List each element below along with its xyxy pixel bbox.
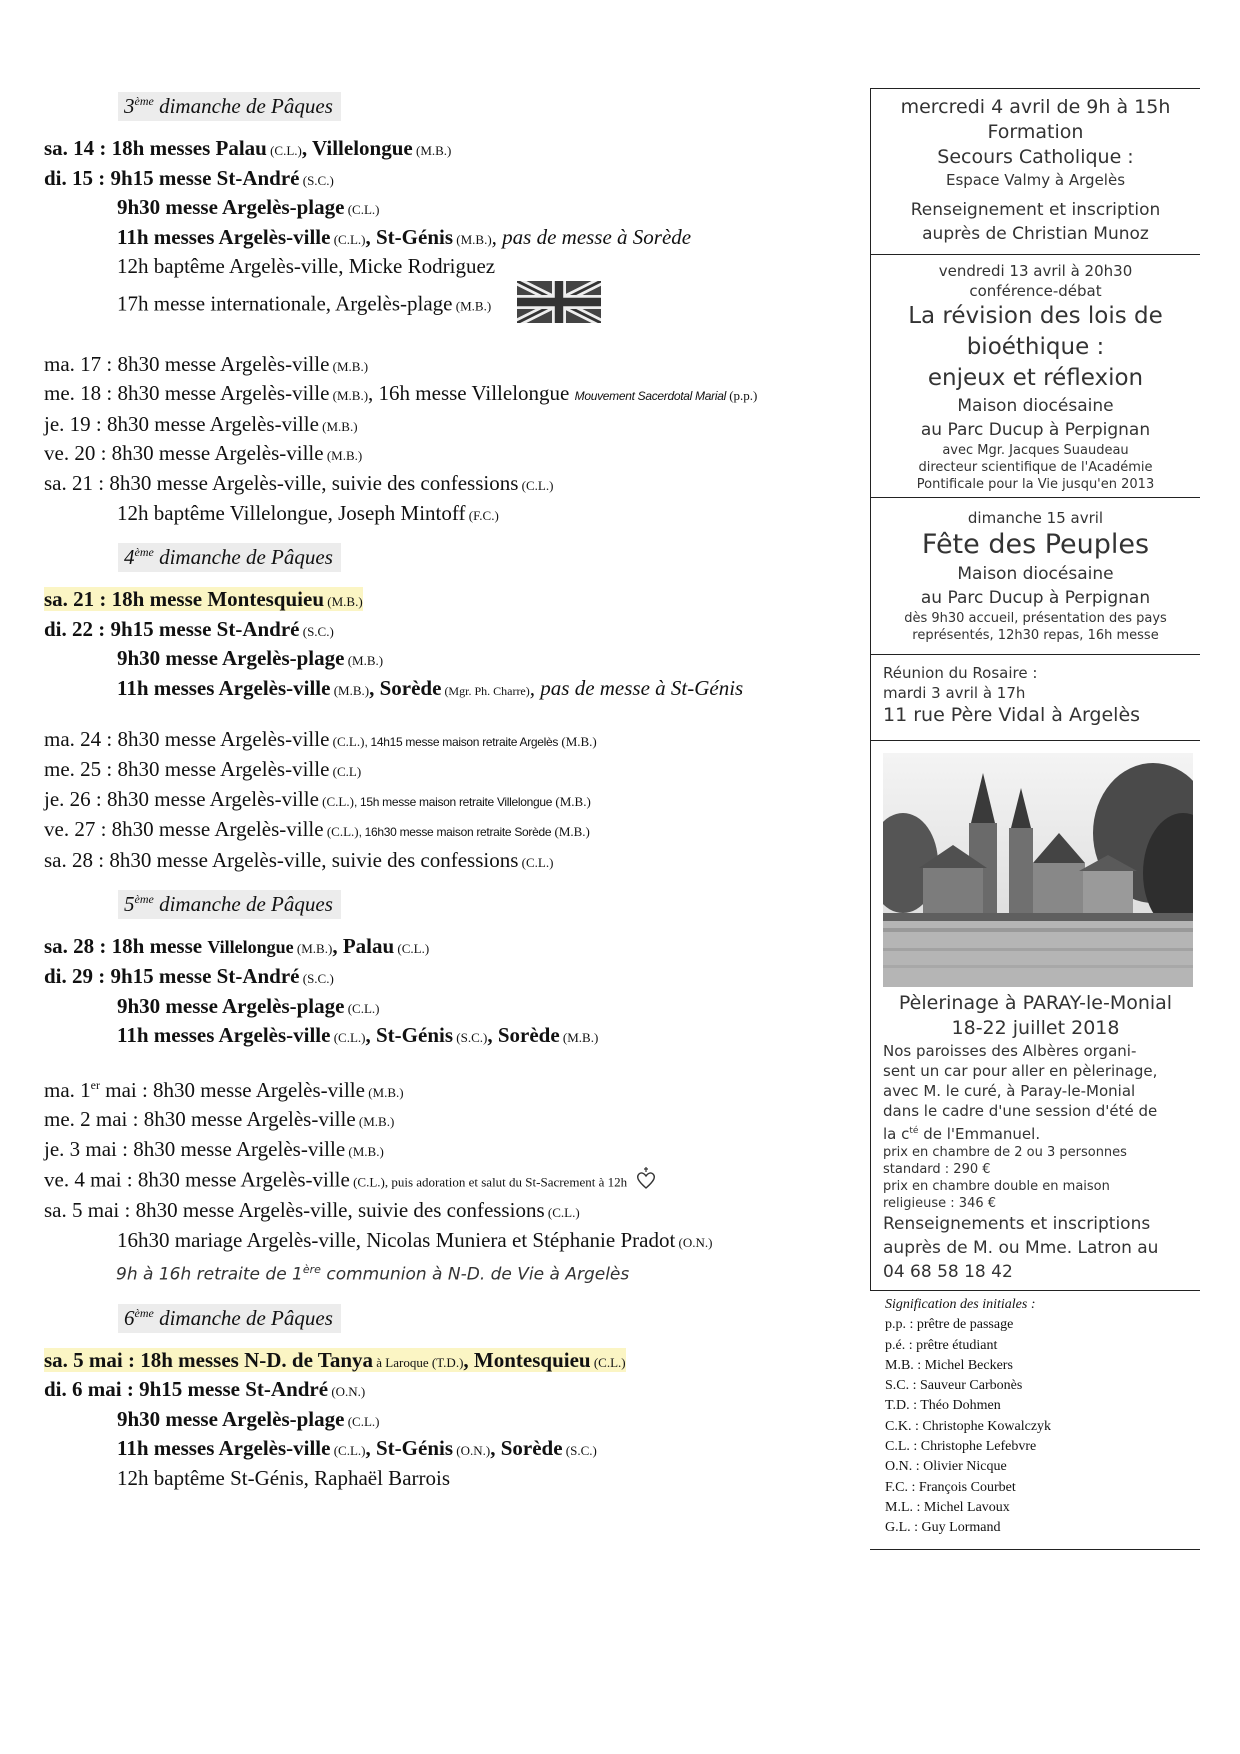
week3-weekday-wed: [44, 380, 864, 411]
week3-sunday-ville: [44, 224, 864, 254]
week4-sunday-ville: [44, 675, 864, 706]
week3-heading: [118, 92, 341, 121]
week5-mariage: [44, 1227, 864, 1257]
legend-item: O.N. : Olivier Nicque: [885, 1459, 1007, 1475]
heading-text: dimanche de Pâques: [153, 545, 333, 570]
mass-text: 16h30 mariage Argelès-ville, Nicolas Muniera et Stéphanie Pradot: [117, 1227, 676, 1252]
celebrant-note: (M.B.): [345, 1144, 384, 1160]
celebrant-note: (O.N.): [328, 1384, 366, 1400]
celebrant-note: (M.B.): [293, 941, 333, 957]
pilgrimage-text: sent un car pour aller en pèlerinage,: [883, 1062, 1158, 1080]
celebrant-note: (M.B.): [330, 682, 370, 698]
legend-item: p.p. : prêtre de passage: [885, 1317, 1014, 1333]
legend-item: p.é. : prêtre étudiant: [885, 1337, 998, 1353]
celebrant-note: (C.L.): [330, 1443, 366, 1459]
place: , Palau: [332, 934, 395, 959]
mass-text: 12h baptême Villelongue, Joseph Mintoff: [117, 500, 466, 525]
week6-bapteme: 12h baptême St-Génis, Raphaël Barrois: [117, 1466, 451, 1491]
event-location: Maison diocésaine: [957, 564, 1114, 584]
mass-text: sa. 21 : 18h messe Montesquieu: [44, 587, 325, 612]
day-sup: er: [90, 1077, 100, 1092]
week5-weekday-tue: [44, 1072, 864, 1107]
day-label: di. 15 : 9h15 messe St-André: [44, 165, 300, 190]
mass-text: 17h messe internationale, Argelès-plage: [117, 291, 453, 316]
celebrant-note: (C.L.): [266, 143, 302, 158]
pilgrimage-contact: auprès de M. ou Mme. Latron au: [883, 1238, 1159, 1258]
legend-item: T.D. : Théo Dohmen: [885, 1398, 1001, 1414]
celebrant-note: (C.L): [329, 764, 362, 780]
mass-text: ve. 20 : 8h30 messe Argelès-ville: [44, 441, 324, 466]
heading-number: 6: [124, 1305, 135, 1330]
celebrant-note: (C.L.): [329, 733, 365, 749]
week3-sunday-plage: [44, 194, 864, 224]
mass-text: , Sorède: [490, 1436, 563, 1461]
event-date: dimanche 15 avril: [967, 509, 1104, 527]
place: Villelongue: [207, 937, 294, 958]
pilgrimage-price: standard : 290 €: [883, 1162, 991, 1177]
week5-sunday: [44, 963, 864, 993]
celebrant-note: (C.L.): [544, 1205, 580, 1221]
event-info: Renseignement et inscription: [910, 200, 1161, 220]
mass-text: , 16h messe Villelongue: [368, 381, 575, 406]
celebrant-note: (M.B.): [324, 594, 363, 610]
event-program: dès 9h30 accueil, présentation des pays: [904, 611, 1167, 626]
mass-remark: , pas de messe à St-Génis: [529, 675, 744, 700]
event-location: au Parc Ducup à Perpignan: [920, 588, 1151, 608]
mass-text: di. 22 : 9h15 messe St-André: [44, 616, 300, 641]
legend-item: F.C. : François Courbet: [885, 1479, 1016, 1495]
week4-sunday-plage: [44, 645, 864, 675]
day-label: sa. 5 mai : 18h messes N-D. de Tanya: [44, 1347, 374, 1372]
event-speaker-title: directeur scientifique de l'Académie: [918, 460, 1153, 475]
mass-text: ma. 17 : 8h30 messe Argelès-ville: [44, 351, 330, 376]
celebrant-note: (S.C.): [562, 1443, 597, 1459]
mass-text: ma. 24 : 8h30 messe Argelès-ville: [44, 726, 330, 751]
week4-weekday-tue: [44, 726, 864, 757]
celebrant-note: (F.C.): [465, 507, 499, 523]
initials-legend: [870, 1291, 1200, 1550]
celebrant-note: (C.L.): [330, 1030, 366, 1046]
event-subtitle: enjeux et réflexion: [927, 365, 1144, 391]
mass-text: je. 26 : 8h30 messe Argelès-ville: [44, 786, 319, 811]
celebrant-note: (C.L.): [518, 854, 554, 870]
celebrant-note: (M.B.): [453, 231, 492, 247]
celebrant-note: (C.L.): [590, 1354, 626, 1370]
celebrant-note: (M.B.): [551, 824, 590, 840]
event-date: mardi 3 avril à 17h: [883, 684, 1026, 702]
pelerinage-box: [870, 740, 1200, 1291]
place: , Montesquieu: [463, 1347, 591, 1372]
pilgrimage-text-part: de l'Emmanuel.: [918, 1125, 1041, 1143]
mass-text: 9h30 messe Argelès-plage: [117, 1406, 345, 1431]
day-label: sa. 28 : 18h messe: [44, 934, 208, 959]
week5-weekday-thu: [44, 1136, 864, 1166]
pilgrimage-text: dans le cadre d'une session d'été de: [883, 1102, 1158, 1120]
celebrant-note: (S.C.): [299, 623, 334, 639]
week5-section: [44, 890, 864, 1289]
mass-text: 11h messes Argelès-ville: [117, 1023, 331, 1048]
handwritten-sup: ère: [302, 1263, 321, 1277]
handwritten-text: communion à N-D. de Vie à Argelès: [320, 1265, 630, 1286]
retirement-home-mass: , 15h messe maison retraite Villelongue: [353, 794, 553, 809]
legend-title: Signification des initiales :: [885, 1297, 1036, 1312]
heading-text: dimanche de Pâques: [153, 1305, 333, 1330]
week3-bapteme: 12h baptême Argelès-ville, Micke Rodriguez: [117, 254, 496, 279]
week5-sunday-ville: [44, 1022, 864, 1052]
week5-saturday: [44, 933, 864, 963]
celebrant-note: (C.L.): [330, 231, 366, 247]
pilgrimage-phone: 04 68 58 18 42: [883, 1262, 1013, 1282]
celebrant-note: (C.L.): [323, 824, 359, 840]
mass-text: , Sorède: [369, 675, 442, 700]
celebrant-note: (M.B.): [329, 358, 369, 374]
legend-item: G.L. : Guy Lormand: [885, 1520, 1001, 1536]
mass-text: me. 18 : 8h30 messe Argelès-ville: [44, 381, 330, 406]
week5-heading: [118, 890, 341, 919]
mass-text: je. 3 mai : 8h30 messe Argelès-ville: [44, 1137, 346, 1162]
week6-saturday: [44, 1347, 864, 1377]
celebrant-note: (M.B.): [355, 1114, 395, 1130]
celebrant-note: (C.L.): [344, 202, 380, 218]
week3-international-mass: [44, 281, 864, 331]
mass-text: sa. 21 : 8h30 messe Argelès-ville, suivie des confessions: [44, 470, 519, 495]
mass-text: 9h30 messe Argelès-plage: [117, 993, 345, 1018]
retirement-home-mass: , 14h15 messe maison retraite Argelès: [364, 734, 559, 749]
fete-peuples-box: [870, 497, 1200, 654]
sacred-heart-icon: [635, 1166, 657, 1198]
celebrant-note: (C.L.): [518, 477, 554, 493]
week6-heading: [118, 1304, 341, 1333]
pilgrimage-price: prix en chambre de 2 ou 3 personnes: [883, 1145, 1127, 1160]
conference-box: [870, 254, 1200, 497]
pilgrimage-text: avec M. le curé, à Paray-le-Monial: [883, 1082, 1136, 1100]
week3-saturday: [44, 135, 864, 165]
celebrant-note: (O.N.): [453, 1443, 491, 1459]
adoration-note: , puis adoration et salut du St-Sacrement à 12h: [384, 1174, 628, 1190]
celebrant-note: (C.L.): [394, 941, 430, 957]
mass-text: me. 25 : 8h30 messe Argelès-ville: [44, 757, 330, 782]
pilgrimage-sup: té: [909, 1126, 919, 1136]
week4-weekday-wed: [44, 756, 864, 786]
pilgrimage-text-part: la c: [883, 1125, 910, 1143]
handwritten-text: 9h à 16h retraite de 1: [116, 1265, 303, 1286]
celebrant-note: (C.L.): [318, 793, 354, 809]
pilgrimage-dates: 18-22 juillet 2018: [951, 1017, 1120, 1039]
union-jack-flag-icon: [517, 281, 601, 331]
week3-sunday: [44, 165, 864, 195]
retirement-home-mass: , 16h30 messe maison retraite Sorède: [358, 825, 552, 840]
week4-weekday-fri: [44, 816, 864, 847]
week6-sunday-ville: [44, 1435, 864, 1465]
celebrant-note: (M.B.): [318, 418, 358, 434]
legend-item: S.C. : Sauveur Carbonès: [885, 1378, 1023, 1394]
basilica-photo: [883, 753, 1193, 987]
week4-weekday-thu: [44, 786, 864, 817]
event-location: Espace Valmy à Argelès: [945, 171, 1126, 189]
mass-text: , St-Génis: [365, 1436, 454, 1461]
heading-sup: ème: [134, 1305, 154, 1320]
week3-weekday-sat: [44, 470, 864, 500]
mass-text: , St-Génis: [365, 224, 454, 249]
week5-weekday-wed: [44, 1106, 864, 1136]
celebrant-note: (C.L.): [349, 1174, 385, 1190]
celebrant-note: (M.B.): [344, 653, 384, 669]
rosaire-box: [870, 654, 1200, 740]
event-date: mercredi 4 avril de 9h à 15h: [900, 96, 1171, 118]
pilgrimage-contact: Renseignements et inscriptions: [883, 1214, 1151, 1234]
event-location: Maison diocésaine: [957, 396, 1114, 416]
celebrant-note: (M.B.): [323, 448, 363, 464]
place: Villelongue: [312, 136, 413, 160]
event-contact: auprès de Christian Munoz: [922, 224, 1149, 244]
celebrant-note: (M.B.): [559, 1030, 599, 1046]
mass-text: , Sorède: [487, 1023, 560, 1048]
mass-text: 11h messes Argelès-ville: [117, 675, 331, 700]
celebrant-note: (C.L.): [344, 1413, 380, 1429]
celebrant-note: (S.C.): [453, 1030, 488, 1046]
place: Palau: [215, 136, 267, 160]
week3-weekday-fri: [44, 440, 864, 470]
mass-text: 11h messes Argelès-ville: [117, 224, 331, 249]
celebrant-note: (M.B.): [329, 388, 369, 404]
celebrant-note: (T.D.): [428, 1354, 464, 1370]
formation-box: [870, 88, 1200, 254]
event-title: La révision des lois de: [908, 303, 1163, 329]
celebrant-note: (S.C.): [299, 971, 334, 987]
event-type: conférence-débat: [969, 282, 1102, 300]
week6-section: [44, 1304, 864, 1493]
event-title: bioéthique :: [966, 334, 1105, 360]
event-title: Fête des Peuples: [921, 529, 1150, 560]
pilgrimage-price: prix en chambre double en maison: [883, 1179, 1110, 1194]
heading-number: 4: [124, 545, 135, 570]
mass-remark: , pas de messe à Sorède: [491, 224, 692, 249]
legend-item: C.L. : Christophe Lefebvre: [885, 1439, 1037, 1455]
event-title: Formation: [987, 121, 1084, 143]
event-title: Réunion du Rosaire :: [883, 664, 1038, 682]
week4-saturday: [44, 586, 864, 616]
pilgrimage-text: Nos paroisses des Albères organi-: [883, 1042, 1137, 1060]
legend-item: M.B. : Michel Beckers: [885, 1357, 1013, 1373]
mass-text: ve. 27 : 8h30 messe Argelès-ville: [44, 817, 324, 842]
heading-sup: ème: [134, 94, 154, 108]
event-program: représentés, 12h30 repas, 16h messe: [912, 628, 1159, 643]
week4-heading: [118, 543, 341, 572]
day-label: ma. 1: [44, 1077, 91, 1102]
event-location: 11 rue Père Vidal à Argelès: [883, 704, 1141, 726]
pilgrimage-text: [871, 1121, 1200, 1144]
mass-text: mai : 8h30 messe Argelès-ville: [99, 1077, 365, 1102]
celebrant-note: (M.B.): [552, 793, 591, 809]
week4-section: [44, 543, 864, 876]
celebrant-note: (M.B.): [364, 1084, 404, 1100]
heading-text: dimanche de Pâques: [153, 892, 333, 917]
mass-text: , St-Génis: [365, 1023, 454, 1048]
legend-item: M.L. : Michel Lavoux: [885, 1499, 1010, 1515]
heading-number: 3: [124, 94, 135, 118]
heading-sup: ème: [134, 545, 154, 560]
event-organizer: Secours Catholique :: [937, 146, 1134, 168]
week3-weekday-thu: [44, 411, 864, 441]
week5-weekday-fri: [44, 1166, 864, 1198]
heading-sup: ème: [134, 892, 154, 907]
week5-weekday-sat: [44, 1197, 864, 1227]
week3-weekday-tue: [44, 351, 864, 381]
pilgrimage-price: religieuse : 346 €: [883, 1196, 997, 1211]
celebrant-note: (C.L.): [344, 1000, 380, 1016]
event-speaker-title: Pontificale pour la Vie jusqu'en 2013: [916, 477, 1155, 492]
week6-sunday-plage: [44, 1406, 864, 1436]
mass-schedule: [44, 92, 864, 1493]
week3-bapteme-villelongue: [44, 500, 864, 530]
week5-sunday-plage: [44, 993, 864, 1023]
mass-text: 9h30 messe Argelès-plage: [117, 646, 345, 671]
separator: ,: [301, 136, 312, 160]
week3-section: [44, 92, 864, 529]
event-speaker: avec Mgr. Jacques Suaudeau: [942, 443, 1129, 458]
event-location: au Parc Ducup à Perpignan: [920, 420, 1151, 440]
mass-text: ve. 4 mai : 8h30 messe Argelès-ville: [44, 1167, 350, 1192]
heading-number: 5: [124, 892, 135, 917]
heading-text: dimanche de Pâques: [153, 94, 333, 118]
mass-text: 11h messes Argelès-ville: [117, 1436, 331, 1461]
mass-text: di. 6 mai : 9h15 messe St-André: [44, 1377, 329, 1402]
week4-sunday: [44, 616, 864, 646]
location-note: à Laroque: [373, 1354, 429, 1370]
celebrant-note: (S.C.): [299, 172, 334, 188]
week4-weekday-sat: [44, 847, 864, 877]
week6-sunday: [44, 1376, 864, 1406]
announcements-sidebar: [870, 88, 1200, 1550]
celebrant-note: (M.B.): [452, 298, 492, 314]
celebrant-note: (M.B.): [558, 733, 597, 749]
event-date: vendredi 13 avril à 20h30: [938, 262, 1133, 280]
mass-text: di. 29 : 9h15 messe St-André: [44, 964, 300, 989]
mass-text: sa. 28 : 8h30 messe Argelès-ville, suivie des confessions: [44, 847, 519, 872]
mass-text: 9h30 messe Argelès-plage: [117, 195, 345, 220]
pilgrimage-title: Pèlerinage à PARAY-le-Monial: [898, 992, 1173, 1014]
mass-text: je. 19 : 8h30 messe Argelès-ville: [44, 411, 319, 436]
mass-text: me. 2 mai : 8h30 messe Argelès-ville: [44, 1107, 356, 1132]
celebrant-note: (p.p.): [725, 388, 758, 404]
celebrant-note: (M.B.): [412, 143, 452, 158]
celebrant-note: (O.N.): [675, 1234, 713, 1250]
legend-item: C.K. : Christophe Kowalczyk: [885, 1418, 1052, 1434]
celebrant-note: (Mgr. Ph. Charre): [441, 683, 530, 698]
week5-handwritten-retreat: [44, 1256, 864, 1289]
movement-name: Mouvement Sacerdotal Marial: [574, 389, 726, 404]
mass-text: sa. 5 mai : 8h30 messe Argelès-ville, suivie des confessions: [44, 1198, 545, 1223]
day-label: sa. 14 : 18h messes: [44, 136, 216, 160]
